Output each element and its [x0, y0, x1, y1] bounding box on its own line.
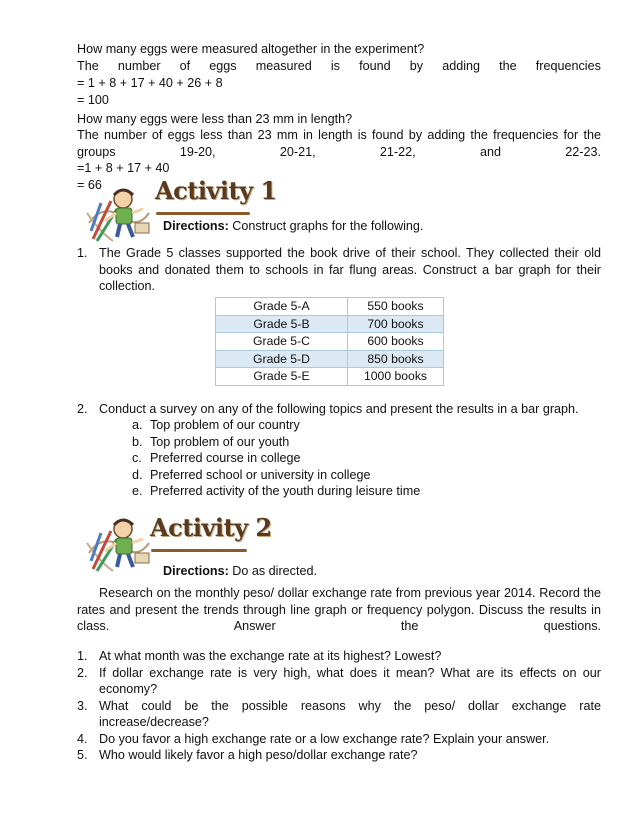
- books-cell: 700 books: [348, 315, 444, 333]
- item-number: 1.: [77, 246, 88, 260]
- list-text: Preferred activity of the youth during leisure time: [150, 484, 421, 498]
- list-item: [132, 450, 420, 467]
- list-item: [77, 698, 601, 731]
- question-total-eggs: How many eggs were measured altogether in the experiment?: [77, 42, 425, 56]
- directions-text: Construct graphs for the following.: [228, 219, 424, 233]
- list-item: [77, 747, 601, 764]
- table-row: [216, 333, 444, 351]
- list-item: [132, 434, 420, 451]
- grade-cell: Grade 5-B: [216, 315, 348, 333]
- list-text: Preferred course in college: [150, 451, 301, 465]
- question-eggs-under-23mm: How many eggs were less than 23 mm in length?: [77, 112, 353, 126]
- list-letter: b.: [132, 434, 143, 449]
- item-text: Who would likely favor a high peso/dollar exchange rate?: [99, 748, 418, 762]
- word: is: [330, 59, 340, 73]
- list-item: [132, 483, 420, 500]
- activity-1-directions: [163, 218, 423, 235]
- word: frequencies: [535, 59, 601, 73]
- activity-1-title: Activity 1: [155, 176, 277, 205]
- word: found: [359, 59, 391, 73]
- table-row: [216, 298, 444, 316]
- activity-mascot-illustration: [83, 183, 155, 245]
- word: eggs: [209, 59, 237, 73]
- activity-1-underline: [156, 212, 250, 215]
- table-row: [216, 315, 444, 333]
- activity-2-paragraph: Research on the monthly peso/ dollar exchange rate from previous year 2014. Record the rates and present the trends through line graph or frequency polygon. Discuss the results in class. Answer the questions.: [77, 586, 601, 633]
- grade-cell: Grade 5-D: [216, 350, 348, 368]
- grade-cell: Grade 5-A: [216, 298, 348, 316]
- list-letter: c.: [132, 451, 142, 465]
- grade-cell: Grade 5-E: [216, 368, 348, 386]
- item-text: The Grade 5 classes supported the book drive of their school. They collected their old books and donated them to schools in far flung areas. Construct a bar graph for their collection.: [99, 246, 601, 293]
- list-item: [77, 665, 601, 698]
- books-cell: 600 books: [348, 333, 444, 351]
- list-item: [77, 731, 601, 748]
- activity-1-item-1: [77, 245, 601, 295]
- item-text: What could be the possible reasons why the peso/ dollar exchange rate increase/decrease?: [99, 698, 601, 729]
- word: adding: [442, 59, 481, 73]
- word: of: [179, 59, 191, 73]
- list-item: [132, 417, 420, 434]
- list-item: [132, 467, 420, 484]
- books-cell: 850 books: [348, 350, 444, 368]
- table-row: [216, 350, 444, 368]
- equation-eggs-under-23mm: =1 + 8 + 17 + 40: [77, 161, 170, 175]
- activity-2-underline: [151, 549, 247, 552]
- book-collection-table: [215, 297, 444, 386]
- item-text: At what month was the exchange rate at its highest? Lowest?: [99, 649, 442, 663]
- books-cell: 1000 books: [348, 368, 444, 386]
- directions-label: Directions:: [163, 219, 229, 233]
- list-item: [77, 648, 601, 665]
- list-text: Preferred school or university in college: [150, 467, 371, 482]
- item-number: 4.: [77, 731, 88, 746]
- item-number: 5.: [77, 748, 88, 762]
- word: the: [499, 59, 517, 73]
- word: measured: [255, 59, 312, 73]
- item-number: 3.: [77, 698, 88, 713]
- item-text: If dollar exchange rate is very high, what does it mean? What are its effects on our economy?: [99, 665, 601, 696]
- list-text: Top problem of our country: [150, 418, 300, 432]
- activity-mascot-illustration: [83, 513, 155, 575]
- list-letter: d.: [132, 467, 143, 482]
- activity-2-title: Activity 2: [150, 513, 272, 542]
- survey-topics-list: [132, 417, 420, 500]
- item-number: 2.: [77, 665, 88, 680]
- word: by: [409, 59, 424, 73]
- item-text: Do you favor a high exchange rate or a low exchange rate? Explain your answer.: [99, 731, 550, 746]
- word: The: [77, 59, 99, 73]
- grade-cell: Grade 5-C: [216, 333, 348, 351]
- result-eggs-under-23mm: = 66: [77, 178, 102, 192]
- answer-total-eggs-sentence: [77, 58, 601, 75]
- directions-label: Directions:: [163, 564, 229, 578]
- item-number: 2.: [77, 402, 88, 416]
- books-cell: 550 books: [348, 298, 444, 316]
- equation-total-eggs: = 1 + 8 + 17 + 40 + 26 + 8: [77, 76, 223, 90]
- directions-text: Do as directed.: [228, 564, 317, 578]
- item-text: Conduct a survey on any of the following topics and present the results in a bar graph.: [99, 402, 579, 416]
- word: number: [117, 59, 161, 73]
- activity-2-questions: [77, 648, 601, 764]
- item-number: 1.: [77, 649, 88, 663]
- answer-eggs-under-23mm: The number of eggs less than 23 mm in length is found by adding the frequencies for the groups 19-20, 20-21, 21-22, and 22-23.: [77, 128, 601, 159]
- list-letter: e.: [132, 484, 143, 498]
- activity-1-item-2: [77, 401, 601, 418]
- table-row: [216, 368, 444, 386]
- list-text: Top problem of our youth: [150, 434, 290, 449]
- result-total-eggs: = 100: [77, 93, 109, 107]
- activity-2-directions: [163, 563, 317, 580]
- list-letter: a.: [132, 418, 143, 432]
